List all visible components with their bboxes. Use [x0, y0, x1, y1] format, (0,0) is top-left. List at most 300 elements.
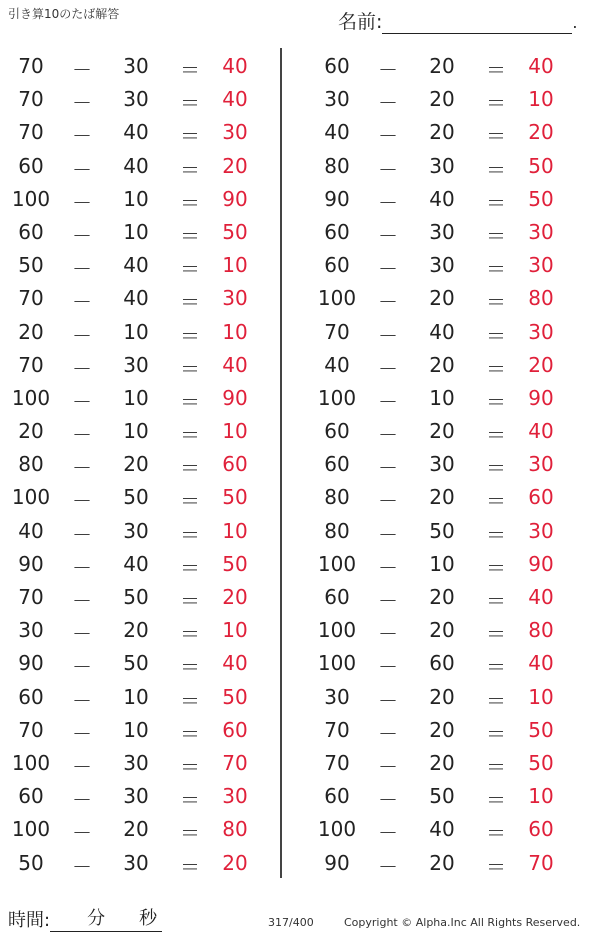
subtrahend: 40	[429, 319, 455, 344]
subtrahend: 30	[123, 352, 149, 377]
subtrahend: 40	[429, 817, 455, 842]
minus-sign: －	[72, 389, 92, 414]
problem-row	[306, 281, 566, 314]
minuend: 60	[324, 219, 350, 244]
minuend: 20	[18, 319, 44, 344]
problem-row	[0, 115, 260, 148]
minus-sign: －	[72, 323, 92, 348]
minus-sign: －	[378, 456, 398, 481]
problem-row	[306, 447, 566, 480]
problem-row	[306, 49, 566, 82]
minus-sign: －	[72, 190, 92, 215]
subtrahend: 20	[429, 485, 455, 510]
equals-sign: ＝	[180, 456, 200, 481]
answer: 20	[222, 585, 248, 609]
problem-row	[306, 248, 566, 281]
minus-sign: －	[378, 389, 398, 414]
minuend: 70	[324, 750, 350, 775]
equals-sign: ＝	[486, 58, 506, 82]
answer: 90	[222, 186, 248, 211]
minus-sign: －	[72, 589, 92, 613]
answer: 40	[528, 651, 554, 676]
equals-sign: ＝	[180, 854, 200, 879]
equals-sign: ＝	[486, 456, 506, 481]
problem-row	[0, 49, 260, 82]
minuend: 90	[18, 651, 44, 676]
subtrahend: 30	[123, 54, 149, 78]
name-label: 名前:	[338, 11, 383, 33]
minus-sign: －	[72, 721, 92, 746]
answer: 40	[528, 419, 554, 444]
answer: 50	[222, 219, 248, 244]
equals-sign: ＝	[180, 389, 200, 414]
equals-sign: ＝	[486, 157, 506, 182]
subtrahend: 30	[123, 750, 149, 775]
problem-row	[306, 149, 566, 182]
subtrahend: 20	[429, 286, 455, 311]
minus-sign: －	[72, 456, 92, 481]
problem-row	[306, 414, 566, 447]
minus-sign: －	[72, 821, 92, 846]
answer: 10	[222, 419, 248, 444]
answer: 80	[222, 817, 248, 842]
left-problem-column	[0, 49, 260, 879]
equals-sign: ＝	[486, 190, 506, 215]
equals-sign: ＝	[486, 721, 506, 746]
minus-sign: －	[378, 622, 398, 647]
equals-sign: ＝	[180, 356, 200, 381]
equals-sign: ＝	[180, 721, 200, 746]
minus-sign: －	[72, 423, 92, 448]
equals-sign: ＝	[486, 522, 506, 547]
minuend: 80	[324, 485, 350, 510]
time-underline	[50, 908, 162, 932]
answer: 60	[222, 452, 248, 477]
equals-sign: ＝	[486, 788, 506, 813]
answer: 40	[222, 87, 248, 112]
minuend: 90	[324, 186, 350, 211]
subtrahend: 50	[123, 651, 149, 676]
minus-sign: －	[72, 655, 92, 680]
subtrahend: 20	[429, 717, 455, 742]
equals-sign: ＝	[180, 489, 200, 514]
worksheet-title: 引き算10のたば解答	[8, 7, 120, 21]
time-field	[8, 906, 162, 932]
problem-row	[0, 348, 260, 381]
answer: 40	[528, 585, 554, 609]
equals-sign: ＝	[486, 323, 506, 348]
page-number: 317/400	[268, 916, 314, 929]
equals-sign: ＝	[180, 655, 200, 680]
equals-sign: ＝	[486, 589, 506, 613]
subtrahend: 10	[123, 419, 149, 444]
equals-sign: ＝	[180, 323, 200, 348]
minuend: 40	[18, 518, 44, 543]
equals-sign: ＝	[486, 688, 506, 713]
equals-sign: ＝	[180, 223, 200, 248]
minuend: 30	[18, 618, 44, 643]
minuend: 100	[317, 286, 357, 311]
minuend: 60	[18, 219, 44, 244]
minus-sign: －	[72, 157, 92, 182]
equals-sign: ＝	[486, 389, 506, 414]
equals-sign: ＝	[180, 555, 200, 580]
minuend: 100	[11, 385, 51, 410]
subtrahend: 30	[429, 153, 455, 178]
answer: 50	[222, 485, 248, 510]
subtrahend: 20	[429, 54, 455, 78]
minuend: 90	[324, 850, 350, 875]
minus-sign: －	[378, 91, 398, 116]
problem-row	[306, 115, 566, 148]
answer: 20	[528, 120, 554, 145]
subtrahend: 40	[123, 253, 149, 278]
minus-sign: －	[378, 522, 398, 547]
name-end-mark: .	[572, 13, 578, 32]
minuend: 70	[18, 585, 44, 609]
right-problem-column	[306, 49, 566, 879]
answer: 50	[528, 750, 554, 775]
minuend: 100	[11, 485, 51, 510]
subtrahend: 60	[429, 651, 455, 676]
minuend: 20	[18, 419, 44, 444]
answer: 60	[528, 817, 554, 842]
answer: 10	[222, 618, 248, 643]
minuend: 90	[18, 551, 44, 576]
equals-sign: ＝	[486, 356, 506, 381]
answer: 40	[222, 54, 248, 78]
answer: 30	[222, 120, 248, 145]
equals-sign: ＝	[486, 124, 506, 149]
problem-row	[0, 812, 260, 845]
minuend: 60	[324, 253, 350, 278]
minus-sign: －	[378, 423, 398, 448]
problem-row	[0, 480, 260, 513]
minus-sign: －	[378, 157, 398, 182]
answer: 20	[222, 850, 248, 875]
problem-row	[0, 547, 260, 580]
equals-sign: ＝	[180, 157, 200, 182]
answer: 10	[222, 518, 248, 543]
minus-sign: －	[72, 257, 92, 282]
answer: 40	[528, 54, 554, 78]
minuend: 70	[18, 352, 44, 377]
answer: 30	[528, 219, 554, 244]
minus-sign: －	[72, 754, 92, 779]
equals-sign: ＝	[180, 91, 200, 116]
problem-row	[306, 348, 566, 381]
minus-sign: －	[72, 688, 92, 713]
subtrahend: 20	[429, 684, 455, 709]
minus-sign: －	[378, 688, 398, 713]
minuend: 60	[324, 784, 350, 809]
answer: 50	[528, 186, 554, 211]
minuend: 30	[324, 684, 350, 709]
problem-row	[0, 215, 260, 248]
subtrahend: 20	[429, 120, 455, 145]
minuend: 70	[324, 319, 350, 344]
problem-row	[306, 514, 566, 547]
minus-sign: －	[378, 223, 398, 248]
subtrahend: 20	[123, 618, 149, 643]
answer: 50	[222, 551, 248, 576]
problem-row	[306, 613, 566, 646]
minuend: 60	[18, 784, 44, 809]
answer: 80	[528, 618, 554, 643]
equals-sign: ＝	[486, 854, 506, 879]
equals-sign: ＝	[180, 124, 200, 149]
equals-sign: ＝	[180, 522, 200, 547]
subtrahend: 20	[123, 817, 149, 842]
problem-row	[306, 215, 566, 248]
equals-sign: ＝	[486, 257, 506, 282]
problem-row	[306, 713, 566, 746]
time-label: 時間:	[8, 910, 51, 931]
problem-row	[306, 779, 566, 812]
minus-sign: －	[378, 190, 398, 215]
minus-sign: －	[378, 290, 398, 315]
equals-sign: ＝	[180, 622, 200, 647]
equals-sign: ＝	[180, 821, 200, 846]
subtrahend: 30	[123, 784, 149, 809]
problem-row	[306, 480, 566, 513]
problem-row	[0, 613, 260, 646]
minus-sign: －	[378, 821, 398, 846]
equals-sign: ＝	[180, 788, 200, 813]
problem-row	[0, 315, 260, 348]
answer: 90	[528, 385, 554, 410]
minuend: 50	[18, 253, 44, 278]
subtrahend: 20	[429, 352, 455, 377]
answer: 60	[528, 485, 554, 510]
equals-sign: ＝	[486, 423, 506, 448]
subtrahend: 10	[429, 551, 455, 576]
answer: 30	[528, 319, 554, 344]
answer: 40	[222, 352, 248, 377]
subtrahend: 20	[429, 87, 455, 112]
subtrahend: 20	[429, 419, 455, 444]
minuend: 70	[18, 120, 44, 145]
problem-row	[0, 580, 260, 613]
equals-sign: ＝	[486, 655, 506, 680]
problem-row	[0, 746, 260, 779]
minuend: 100	[11, 750, 51, 775]
problem-row	[0, 713, 260, 746]
problem-row	[0, 846, 260, 879]
minuend: 100	[317, 618, 357, 643]
subtrahend: 50	[429, 518, 455, 543]
subtrahend: 30	[429, 253, 455, 278]
answer: 20	[528, 352, 554, 377]
answer: 90	[528, 551, 554, 576]
problem-row	[0, 779, 260, 812]
problem-row	[0, 447, 260, 480]
equals-sign: ＝	[180, 190, 200, 215]
minuend: 100	[317, 551, 357, 576]
equals-sign: ＝	[180, 58, 200, 82]
minus-sign: －	[72, 124, 92, 149]
subtrahend: 50	[123, 485, 149, 510]
answer: 80	[528, 286, 554, 311]
problem-row	[0, 646, 260, 679]
equals-sign: ＝	[180, 290, 200, 315]
problem-row	[0, 381, 260, 414]
answer: 30	[528, 452, 554, 477]
minuend: 60	[324, 419, 350, 444]
equals-sign: ＝	[486, 555, 506, 580]
problem-row	[0, 248, 260, 281]
minus-sign: －	[378, 124, 398, 149]
problem-row	[306, 580, 566, 613]
minus-sign: －	[72, 555, 92, 580]
answer: 90	[222, 385, 248, 410]
minus-sign: －	[378, 555, 398, 580]
minuend: 50	[18, 850, 44, 875]
minuend: 60	[18, 684, 44, 709]
problem-row	[306, 812, 566, 845]
equals-sign: ＝	[180, 589, 200, 613]
problem-row	[306, 846, 566, 879]
subtrahend: 10	[123, 684, 149, 709]
answer: 30	[222, 286, 248, 311]
problem-row	[306, 646, 566, 679]
minus-sign: －	[378, 356, 398, 381]
subtrahend: 50	[429, 784, 455, 809]
subtrahend: 50	[123, 585, 149, 609]
minus-sign: －	[378, 721, 398, 746]
minuend: 100	[317, 817, 357, 842]
subtrahend: 10	[123, 319, 149, 344]
minus-sign: －	[378, 323, 398, 348]
problem-row	[306, 547, 566, 580]
answer: 50	[528, 717, 554, 742]
minus-sign: －	[378, 854, 398, 879]
minuend: 70	[18, 717, 44, 742]
minuend: 70	[18, 87, 44, 112]
problem-row	[306, 746, 566, 779]
subtrahend: 40	[123, 120, 149, 145]
problem-row	[0, 680, 260, 713]
minuend: 60	[324, 585, 350, 609]
equals-sign: ＝	[486, 489, 506, 514]
minuend: 100	[317, 385, 357, 410]
equals-sign: ＝	[180, 257, 200, 282]
minus-sign: －	[378, 788, 398, 813]
problem-row	[306, 381, 566, 414]
minutes-label: 分	[87, 908, 106, 929]
equals-sign: ＝	[180, 688, 200, 713]
subtrahend: 30	[123, 87, 149, 112]
subtrahend: 20	[429, 618, 455, 643]
minuend: 70	[18, 286, 44, 311]
minus-sign: －	[72, 522, 92, 547]
equals-sign: ＝	[180, 754, 200, 779]
subtrahend: 10	[123, 385, 149, 410]
answer: 10	[528, 784, 554, 809]
answer: 30	[222, 784, 248, 809]
equals-sign: ＝	[486, 821, 506, 846]
equals-sign: ＝	[486, 754, 506, 779]
minuend: 60	[18, 153, 44, 178]
problem-row	[0, 82, 260, 115]
problem-row	[0, 149, 260, 182]
answer: 10	[528, 87, 554, 112]
equals-sign: ＝	[180, 423, 200, 448]
minuend: 70	[324, 717, 350, 742]
subtrahend: 40	[429, 186, 455, 211]
equals-sign: ＝	[486, 290, 506, 315]
subtrahend: 30	[123, 850, 149, 875]
minuend: 100	[317, 651, 357, 676]
minuend: 100	[11, 186, 51, 211]
answer: 60	[222, 717, 248, 742]
minus-sign: －	[72, 290, 92, 315]
subtrahend: 10	[123, 717, 149, 742]
minuend: 40	[324, 120, 350, 145]
minus-sign: －	[378, 655, 398, 680]
minuend: 60	[324, 54, 350, 78]
minus-sign: －	[72, 788, 92, 813]
answer: 50	[222, 684, 248, 709]
answer: 10	[222, 319, 248, 344]
subtrahend: 30	[123, 518, 149, 543]
subtrahend: 10	[123, 219, 149, 244]
problem-row	[306, 182, 566, 215]
answer: 30	[528, 518, 554, 543]
equals-sign: ＝	[486, 622, 506, 647]
subtrahend: 40	[123, 286, 149, 311]
subtrahend: 20	[429, 585, 455, 609]
minuend: 70	[18, 54, 44, 78]
answer: 10	[222, 253, 248, 278]
minus-sign: －	[378, 58, 398, 82]
column-divider	[280, 48, 282, 878]
minuend: 100	[11, 817, 51, 842]
answer: 40	[222, 651, 248, 676]
minus-sign: －	[378, 257, 398, 282]
name-field	[338, 7, 578, 34]
subtrahend: 10	[429, 385, 455, 410]
subtrahend: 20	[429, 850, 455, 875]
minuend: 80	[324, 153, 350, 178]
minus-sign: －	[72, 58, 92, 82]
problem-row	[0, 281, 260, 314]
subtrahend: 20	[429, 750, 455, 775]
minus-sign: －	[72, 223, 92, 248]
minuend: 30	[324, 87, 350, 112]
minuend: 60	[324, 452, 350, 477]
subtrahend: 40	[123, 551, 149, 576]
equals-sign: ＝	[486, 223, 506, 248]
problem-row	[306, 82, 566, 115]
minus-sign: －	[72, 91, 92, 116]
answer: 20	[222, 153, 248, 178]
equals-sign: ＝	[486, 91, 506, 116]
subtrahend: 10	[123, 186, 149, 211]
answer: 30	[528, 253, 554, 278]
problem-row	[0, 414, 260, 447]
name-underline	[382, 15, 572, 34]
minuend: 40	[324, 352, 350, 377]
subtrahend: 20	[123, 452, 149, 477]
minus-sign: －	[378, 589, 398, 613]
copyright-text: Copyright © Alpha.Inc All Rights Reserved.	[344, 916, 581, 929]
subtrahend: 30	[429, 219, 455, 244]
minus-sign: －	[72, 854, 92, 879]
problem-row	[0, 514, 260, 547]
minuend: 80	[324, 518, 350, 543]
minus-sign: －	[72, 489, 92, 514]
